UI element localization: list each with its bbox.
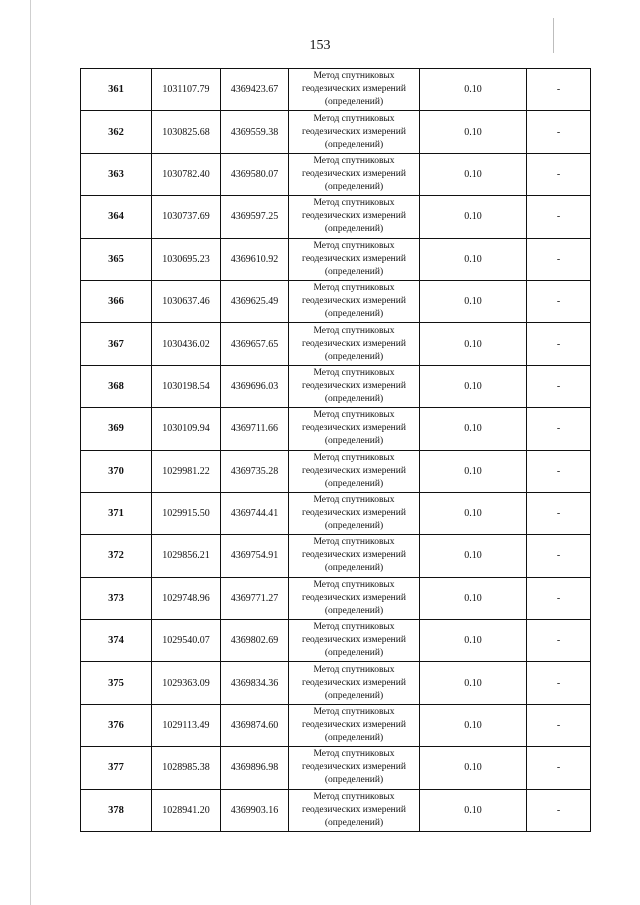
coordinates-table [80,68,591,832]
point-number-cell: 371 [81,492,152,534]
method-line: Метод спутниковых [313,537,395,548]
method-line: геодезических измерений [302,338,406,349]
method-line: Метод спутниковых [313,495,395,506]
method-line: (определений) [324,521,384,532]
y-coordinate-cell: 4369754.91 [221,535,289,577]
accuracy-cell: 0.10 [420,111,527,153]
accuracy-cell: 0.10 [420,535,527,577]
x-coordinate-cell: 1030737.69 [152,196,221,238]
method-line: (определений) [324,266,384,277]
table-row [81,662,591,704]
left-margin-rule [30,0,31,905]
note-cell: - [527,450,591,492]
point-number-cell: 365 [81,238,152,280]
y-coordinate-cell: 4369711.66 [221,408,289,450]
point-number-cell: 378 [81,789,152,831]
y-coordinate-cell: 4369802.69 [221,620,289,662]
method-line: (определений) [324,224,384,235]
method-line: Метод спутниковых [313,410,395,421]
note-cell: - [527,620,591,662]
x-coordinate-cell: 1030695.23 [152,238,221,280]
y-coordinate-cell: 4369580.07 [221,153,289,195]
y-coordinate-cell: 4369559.38 [221,111,289,153]
x-coordinate-cell: 1028941.20 [152,789,221,831]
x-coordinate-cell: 1030109.94 [152,408,221,450]
x-coordinate-cell: 1028985.38 [152,747,221,789]
method-line: Метод спутниковых [313,325,395,336]
method-line: (определений) [324,817,384,828]
method-line: (определений) [324,351,384,362]
accuracy-cell: 0.10 [420,662,527,704]
accuracy-cell: 0.10 [420,323,527,365]
method-line: геодезических измерений [302,168,406,179]
accuracy-cell: 0.10 [420,747,527,789]
method-line: Метод спутниковых [313,622,395,633]
method-line: Метод спутниковых [313,283,395,294]
accuracy-cell: 0.10 [420,238,527,280]
point-number-cell: 374 [81,620,152,662]
note-cell: - [527,492,591,534]
note-cell: - [527,408,591,450]
table-row [81,704,591,746]
table-row [81,789,591,831]
table-row [81,153,591,195]
point-number-cell: 376 [81,704,152,746]
method-line: геодезических измерений [302,508,406,519]
method-cell [289,69,420,111]
method-line: (определений) [324,775,384,786]
point-number-cell: 377 [81,747,152,789]
y-coordinate-cell: 4369657.65 [221,323,289,365]
note-cell: - [527,153,591,195]
y-coordinate-cell: 4369874.60 [221,704,289,746]
method-cell [289,408,420,450]
y-coordinate-cell: 4369896.98 [221,747,289,789]
y-coordinate-cell: 4369834.36 [221,662,289,704]
method-line: Метод спутниковых [313,367,395,378]
method-line: Метод спутниковых [313,707,395,718]
method-line: геодезических измерений [302,804,406,815]
method-line: (определений) [324,436,384,447]
accuracy-cell: 0.10 [420,280,527,322]
point-number-cell: 369 [81,408,152,450]
y-coordinate-cell: 4369771.27 [221,577,289,619]
method-cell [289,747,420,789]
point-number-cell: 375 [81,662,152,704]
accuracy-cell: 0.10 [420,577,527,619]
method-cell [289,704,420,746]
method-line: (определений) [324,648,384,659]
method-line: геодезических измерений [302,211,406,222]
method-line: геодезических измерений [302,550,406,561]
table-row [81,492,591,534]
method-line: (определений) [324,478,384,489]
x-coordinate-cell: 1030436.02 [152,323,221,365]
note-cell: - [527,323,591,365]
accuracy-cell: 0.10 [420,492,527,534]
y-coordinate-cell: 4369903.16 [221,789,289,831]
x-coordinate-cell: 1029915.50 [152,492,221,534]
note-cell: - [527,280,591,322]
point-number-cell: 361 [81,69,152,111]
method-line: Метод спутниковых [313,71,395,82]
method-cell [289,450,420,492]
x-coordinate-cell: 1030782.40 [152,153,221,195]
note-cell: - [527,238,591,280]
note-cell: - [527,365,591,407]
accuracy-cell: 0.10 [420,450,527,492]
x-coordinate-cell: 1029363.09 [152,662,221,704]
y-coordinate-cell: 4369744.41 [221,492,289,534]
x-coordinate-cell: 1031107.79 [152,69,221,111]
method-cell [289,535,420,577]
table-row [81,408,591,450]
method-line: геодезических измерений [302,296,406,307]
method-cell [289,280,420,322]
y-coordinate-cell: 4369696.03 [221,365,289,407]
method-line: геодезических измерений [302,84,406,95]
accuracy-cell: 0.10 [420,69,527,111]
method-cell [289,577,420,619]
point-number-cell: 366 [81,280,152,322]
table-row [81,450,591,492]
x-coordinate-cell: 1029113.49 [152,704,221,746]
method-cell [289,492,420,534]
method-cell [289,662,420,704]
accuracy-cell: 0.10 [420,365,527,407]
method-cell [289,153,420,195]
method-line: (определений) [324,563,384,574]
method-line: геодезических измерений [302,126,406,137]
point-number-cell: 370 [81,450,152,492]
note-cell: - [527,535,591,577]
method-line: (определений) [324,309,384,320]
method-line: геодезических измерений [302,635,406,646]
y-coordinate-cell: 4369610.92 [221,238,289,280]
method-line: (определений) [324,181,384,192]
method-line: геодезических измерений [302,720,406,731]
method-line: Метод спутниковых [313,579,395,590]
table-row [81,323,591,365]
point-number-cell: 367 [81,323,152,365]
method-line: (определений) [324,690,384,701]
y-coordinate-cell: 4369423.67 [221,69,289,111]
method-line: Метод спутниковых [313,155,395,166]
method-cell [289,111,420,153]
method-cell [289,620,420,662]
accuracy-cell: 0.10 [420,408,527,450]
page-number: 153 [309,38,331,53]
method-cell [289,365,420,407]
table-row [81,280,591,322]
y-coordinate-cell: 4369735.28 [221,450,289,492]
y-coordinate-cell: 4369597.25 [221,196,289,238]
note-cell: - [527,577,591,619]
table-row [81,111,591,153]
table-row [81,238,591,280]
method-cell [289,238,420,280]
accuracy-cell: 0.10 [420,620,527,662]
method-line: Метод спутниковых [313,791,395,802]
table-row [81,577,591,619]
table-row [81,747,591,789]
x-coordinate-cell: 1030637.46 [152,280,221,322]
note-cell: - [527,662,591,704]
method-line: Метод спутниковых [313,113,395,124]
method-line: геодезических измерений [302,465,406,476]
method-line: (определений) [324,139,384,150]
note-cell: - [527,69,591,111]
method-line: Метод спутниковых [313,749,395,760]
y-coordinate-cell: 4369625.49 [221,280,289,322]
method-line: Метод спутниковых [313,198,395,209]
table-row [81,535,591,577]
method-line: геодезических измерений [302,423,406,434]
method-line: (определений) [324,605,384,616]
table-row [81,196,591,238]
note-cell: - [527,704,591,746]
method-cell [289,789,420,831]
note-cell: - [527,111,591,153]
method-line: Метод спутниковых [313,240,395,251]
note-cell: - [527,789,591,831]
method-cell [289,323,420,365]
accuracy-cell: 0.10 [420,153,527,195]
table-row [81,620,591,662]
point-number-cell: 373 [81,577,152,619]
method-line: геодезических измерений [302,677,406,688]
x-coordinate-cell: 1029856.21 [152,535,221,577]
x-coordinate-cell: 1029540.07 [152,620,221,662]
point-number-cell: 362 [81,111,152,153]
accuracy-cell: 0.10 [420,196,527,238]
x-coordinate-cell: 1029748.96 [152,577,221,619]
point-number-cell: 363 [81,153,152,195]
coordinates-table-body [81,69,591,832]
method-line: геодезических измерений [302,380,406,391]
table-row [81,69,591,111]
note-cell: - [527,196,591,238]
method-line: геодезических измерений [302,253,406,264]
x-coordinate-cell: 1030825.68 [152,111,221,153]
point-number-cell: 372 [81,535,152,577]
accuracy-cell: 0.10 [420,789,527,831]
method-line: (определений) [324,733,384,744]
x-coordinate-cell: 1030198.54 [152,365,221,407]
note-cell: - [527,747,591,789]
method-line: Метод спутниковых [313,664,395,675]
method-cell [289,196,420,238]
method-line: геодезических измерений [302,762,406,773]
method-line: Метод спутниковых [313,452,395,463]
x-coordinate-cell: 1029981.22 [152,450,221,492]
point-number-cell: 364 [81,196,152,238]
method-line: (определений) [324,97,384,108]
method-line: геодезических измерений [302,592,406,603]
method-line: (определений) [324,393,384,404]
point-number-cell: 368 [81,365,152,407]
accuracy-cell: 0.10 [420,704,527,746]
table-row [81,365,591,407]
